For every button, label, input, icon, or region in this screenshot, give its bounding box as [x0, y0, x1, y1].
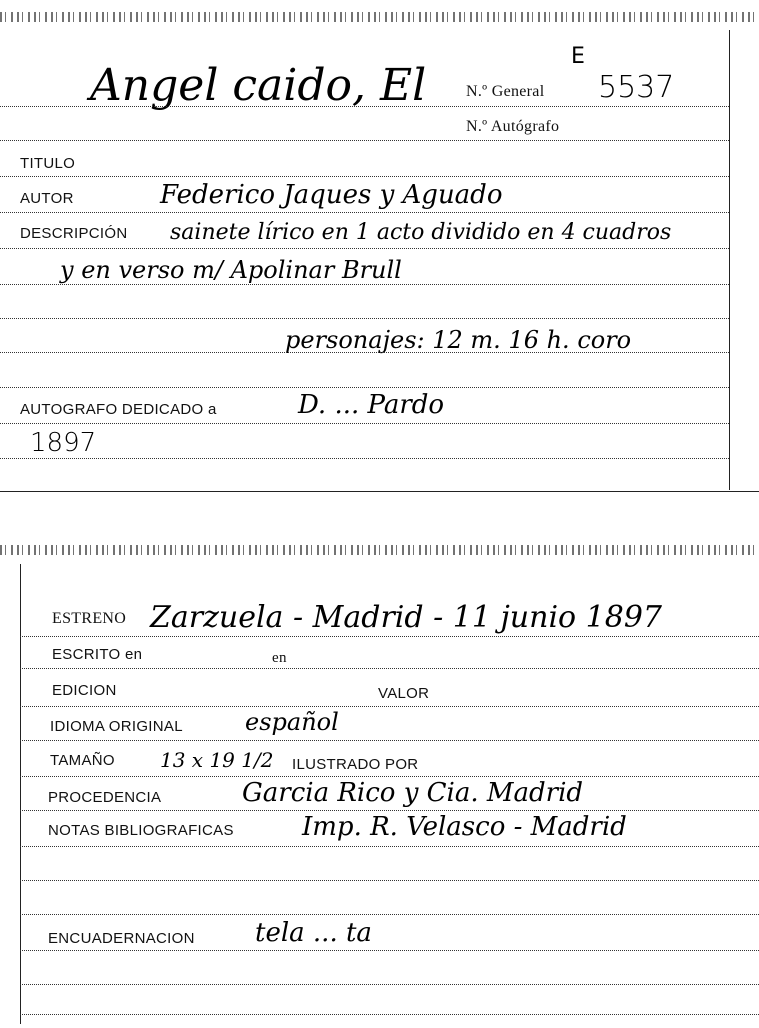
autor-label: AUTOR — [20, 190, 74, 207]
idioma-label: IDIOMA ORIGINAL — [50, 718, 183, 735]
notas-value: Imp. R. Velasco - Madrid — [302, 812, 627, 842]
tamano-label: TAMAÑO — [50, 752, 115, 769]
autografo-label: N.º Autógrafo — [466, 118, 560, 135]
descripcion-label: DESCRIPCIÓN — [20, 225, 128, 242]
descripcion-line2: y en verso m/ Apolinar Brull — [60, 256, 402, 284]
year-note: 1897 — [30, 428, 97, 458]
encuadernacion-value: tela ... ta — [255, 918, 372, 948]
dedicado-label: AUTOGRAFO DEDICADO a — [20, 401, 217, 418]
ilustrado-label: ILUSTRADO POR — [292, 756, 419, 773]
escrito-en-label: en — [272, 650, 287, 666]
card-border-left — [20, 564, 21, 1024]
idioma-value: español — [245, 708, 339, 736]
torn-edge — [0, 545, 759, 555]
notas-label: NOTAS BIBLIOGRAFICAS — [48, 822, 234, 839]
letter-mark: E — [571, 44, 585, 69]
tamano-value: 13 x 19 1/2 — [160, 748, 274, 772]
estreno-value: Zarzuela - Madrid - 11 junio 1897 — [150, 600, 662, 635]
edicion-label: EDICION — [52, 682, 117, 699]
titulo-label: TITULO — [20, 155, 76, 172]
card-border-right — [729, 30, 730, 490]
general-label: N.º General — [466, 83, 545, 100]
autor-value: Federico Jaques y Aguado — [160, 180, 503, 210]
encuadernacion-label: ENCUADERNACION — [48, 930, 195, 947]
valor-label: VALOR — [378, 685, 430, 702]
general-number: 5537 — [598, 70, 675, 105]
procedencia-value: Garcia Rico y Cia. Madrid — [242, 778, 584, 808]
estreno-label: ESTRENO — [52, 610, 127, 627]
escrito-label: ESCRITO en — [52, 646, 143, 663]
catalog-card-back — [0, 540, 759, 1028]
catalog-card-front — [0, 0, 759, 495]
personajes-note: personajes: 12 m. 16 h. coro — [285, 326, 632, 354]
card-title: Angel caido, El — [90, 60, 427, 111]
dedicado-value: D. ... Pardo — [298, 390, 445, 420]
descripcion-line1: sainete lírico en 1 acto dividido en 4 cuadros — [170, 220, 672, 245]
procedencia-label: PROCEDENCIA — [48, 789, 162, 806]
torn-edge — [0, 12, 759, 22]
card-bottom-edge — [0, 491, 759, 492]
